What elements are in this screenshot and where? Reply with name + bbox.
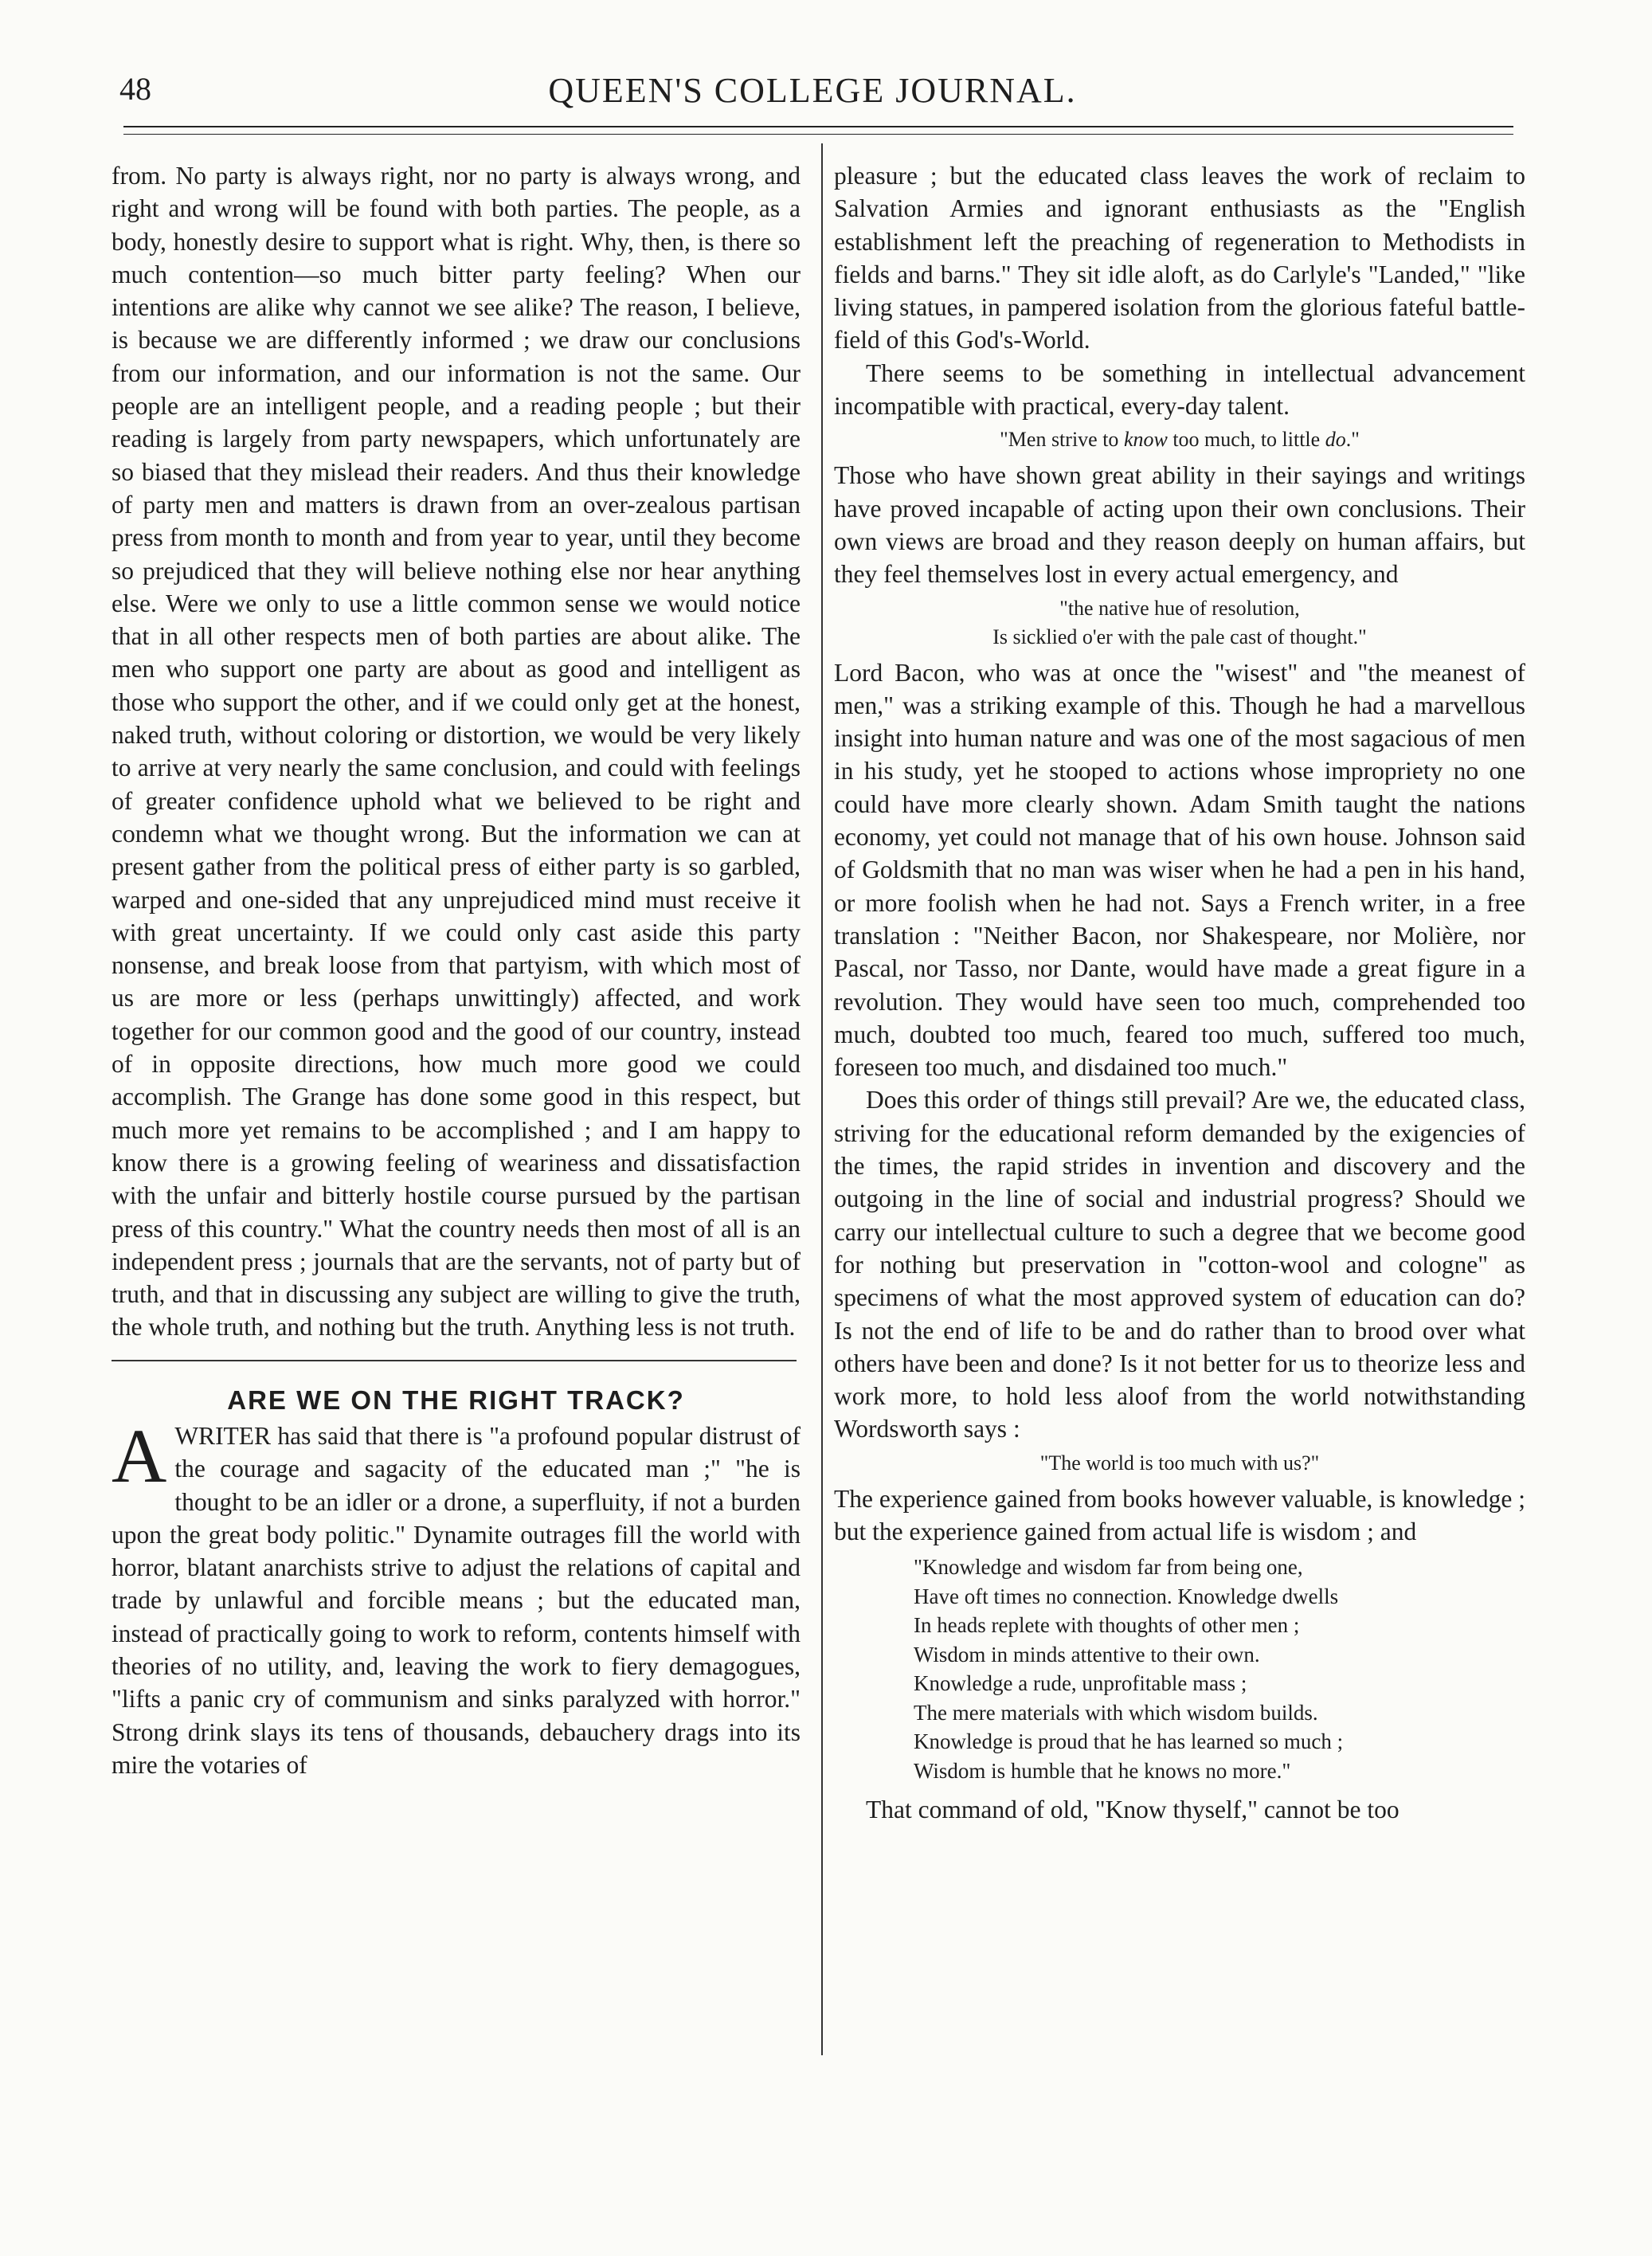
right-column — [834, 159, 1525, 1827]
left-column — [112, 159, 801, 1781]
poem-line: "Knowledge and wisdom far from being one, — [914, 1555, 1303, 1580]
quote-1-part: ." — [1345, 428, 1360, 452]
quote-3: "The world is too much with us?" — [1039, 1451, 1320, 1475]
quote-2 — [834, 594, 1525, 652]
dropcap: A — [112, 1412, 167, 1498]
quote-2-line-2: Is sicklied o'er with the pale cast of thought." — [992, 625, 1367, 648]
poem-line: Knowledge a rude, unprofitable mass ; — [914, 1671, 1247, 1696]
poem-line: In heads replete with thoughts of other men ; — [914, 1613, 1300, 1638]
right-paragraph-6: The experience gained from books however valuable, is knowledge ; but the experience gained from actual life is wisdom ; and — [834, 1484, 1525, 1545]
header-rule — [123, 126, 1513, 127]
quote-1-know: know — [1123, 428, 1168, 452]
left-paragraph-1: from. No party is always right, nor no party is always wrong, and right and wrong will be found with both parties. The people, as a body, honestly desire to support what is right. Why, then, is there so much contention—so much bitter party feeling? When our intentions are alike why cannot we see alike? The reason, I believe, is because we are differently informed ; we draw our conclusions from our information, and our information is not the same. Our people are an intelligent people, and a reading people ; but their reading is largely from party newspapers, which unfortunately are so biased that they mislead their readers. And thus their knowledge of party men and matters is drawn from an over-zealous partisan press from month to month and from year to year, until they become so prejudiced that they will believe nothing else nor hear anything else. Were we only to use a little common sense we would notice that in all other respects men of both parties are about alike. The men who support one party are about as good and intelligent as those who support the other, and if we could only get at the honest, naked truth, without coloring or distortion, we would be very likely to arrive at very nearly the same conclusion, and could with feelings of greater confidence uphold what we believed to be right and condemn what we thought wrong. But the information we can at present gather from the political press of either party is so garbled, warped and one-sided that any unprejudiced mind must receive it with great uncertainty. If we could only cast aside this party nonsense, and break loose from that partyism, with which most of us are more or less (perhaps unwittingly) affected, and work together for our common good and the good of our country, instead of in opposite directions, how much more good we could accomplish. The Grange has done some good in this respect, but much more yet remains to be accomplished ; and I am happy to know there is a growing feeling of weariness and dissatisfaction with the unfair and bitterly hostile course pursued by the partisan press of this country." What the country needs then most of all is an independent press ; journals that are the servants, not of party but of truth, and that in discussing any subject are willing to give the truth, the whole truth, and nothing but the truth. Anything less is not truth. — [112, 162, 801, 1341]
journal-title: QUEEN'S COLLEGE JOURNAL. — [548, 71, 1077, 110]
right-paragraph-4: Lord Bacon, who was at once the "wisest" and "the meanest of men," was a striking example of this. Though he had a marvellous insight into human nature and was one of the most sagacious of men in his study, yet he stooped to actions whose impropriety no one could have more clearly shown. Adam Smith taught the nations economy, yet could not manage that of his own house. Johnson said of Goldsmith that no man was wiser when he had a pen in his hand, or more foolish when he had not. Says a French writer, in a free translation : "Neither Bacon, nor Shakespeare, nor Molière, nor Pascal, nor Tasso, nor Dante, would have made a great figure in a revolution. They would have seen too much, comprehended too much, doubted too much, feared too much, suffered too much, foreseen too much, and disdained too much." — [834, 658, 1525, 1082]
left-paragraph-2-text: WRITER has said that there is "a profound popular distrust of the courage and sagacity of the educated man ;" "he is thought to be an idler or a drone, a superfluity, if not a burden upon the great body politic." Dynamite outrages fill the world with horror, blatant anarchists strive to adjust the relations of capital and trade by unlawful and forcible means ; but the educated man, instead of practically going to work to reform, contents himself with theories of no utility, and, leaving the work to fiery demagogues, "lifts a panic cry of communism and sinks paralyzed with horror." Strong drink slays its tens of thousands, debauchery drags into its mire the votaries of — [112, 1421, 801, 1779]
poem-line: Have oft times no connection. Knowledge dwells — [914, 1584, 1339, 1608]
section-heading: ARE WE ON THE RIGHT TRACK? — [227, 1385, 685, 1415]
quote-2-line-1: "the native hue of resolution, — [1059, 596, 1300, 620]
poem-line: Knowledge is proud that he has learned so much ; — [914, 1729, 1344, 1754]
page-number: 48 — [119, 71, 151, 107]
header-rule-thin — [123, 134, 1513, 135]
right-paragraph-5: Does this order of things still prevail? Are we, the educated class, striving for the educational reform demanded by the exigencies of the times, the rapid strides in invention and discovery and the outgoing in the line of social and industrial progress? Should we carry our intellectual culture to such a degree that we become good for nothing but preservation in "cotton-wool and cologne" as specimens of what the most approved system of education can do? Is not the end of life to be and do rather than to brood over what others have been and done? Is it not better for us to theorize less and work more, to hold less aloof from the world notwithstanding Wordsworth says : — [834, 1086, 1525, 1443]
page-header — [112, 70, 1513, 118]
poem-line: The mere materials with which wisdom builds. — [914, 1700, 1318, 1725]
section-divider — [112, 1360, 797, 1361]
poem-line: Wisdom in minds attentive to their own. — [914, 1642, 1260, 1667]
right-paragraph-2: There seems to be something in intellectual advancement incompatible with practical, every-day talent. — [834, 358, 1525, 421]
quote-1 — [834, 425, 1525, 454]
left-paragraph-2 — [112, 1412, 801, 1781]
poem — [914, 1553, 1525, 1785]
column-divider — [821, 143, 823, 2055]
right-paragraph-3: Those who have shown great ability in their sayings and writings have proved incapable of acting upon their own conclusions. Their own views are broad and they reason deeply on human affairs, but they feel themselves lost in every actual emergency, and — [834, 461, 1525, 589]
right-paragraph-7: That command of old, "Know thyself," cannot be too — [866, 1796, 1400, 1824]
quote-1-part: too much, to little — [1167, 428, 1325, 452]
poem-line: Wisdom is humble that he knows no more." — [914, 1758, 1291, 1783]
right-paragraph-1: pleasure ; but the educated class leaves the work of reclaim to Salvation Armies and ignorant enthusiasts as the "English establishment left the preaching of regeneration to Methodists in fields and barns." They sit idle aloft, as do Carlyle's "Landed," "like living statues, in pampered isolation from the glorious fateful battle-field of this God's-World. — [834, 162, 1525, 354]
quote-1-part: "Men strive to — [1000, 428, 1124, 452]
quote-1-do: do — [1325, 428, 1346, 452]
